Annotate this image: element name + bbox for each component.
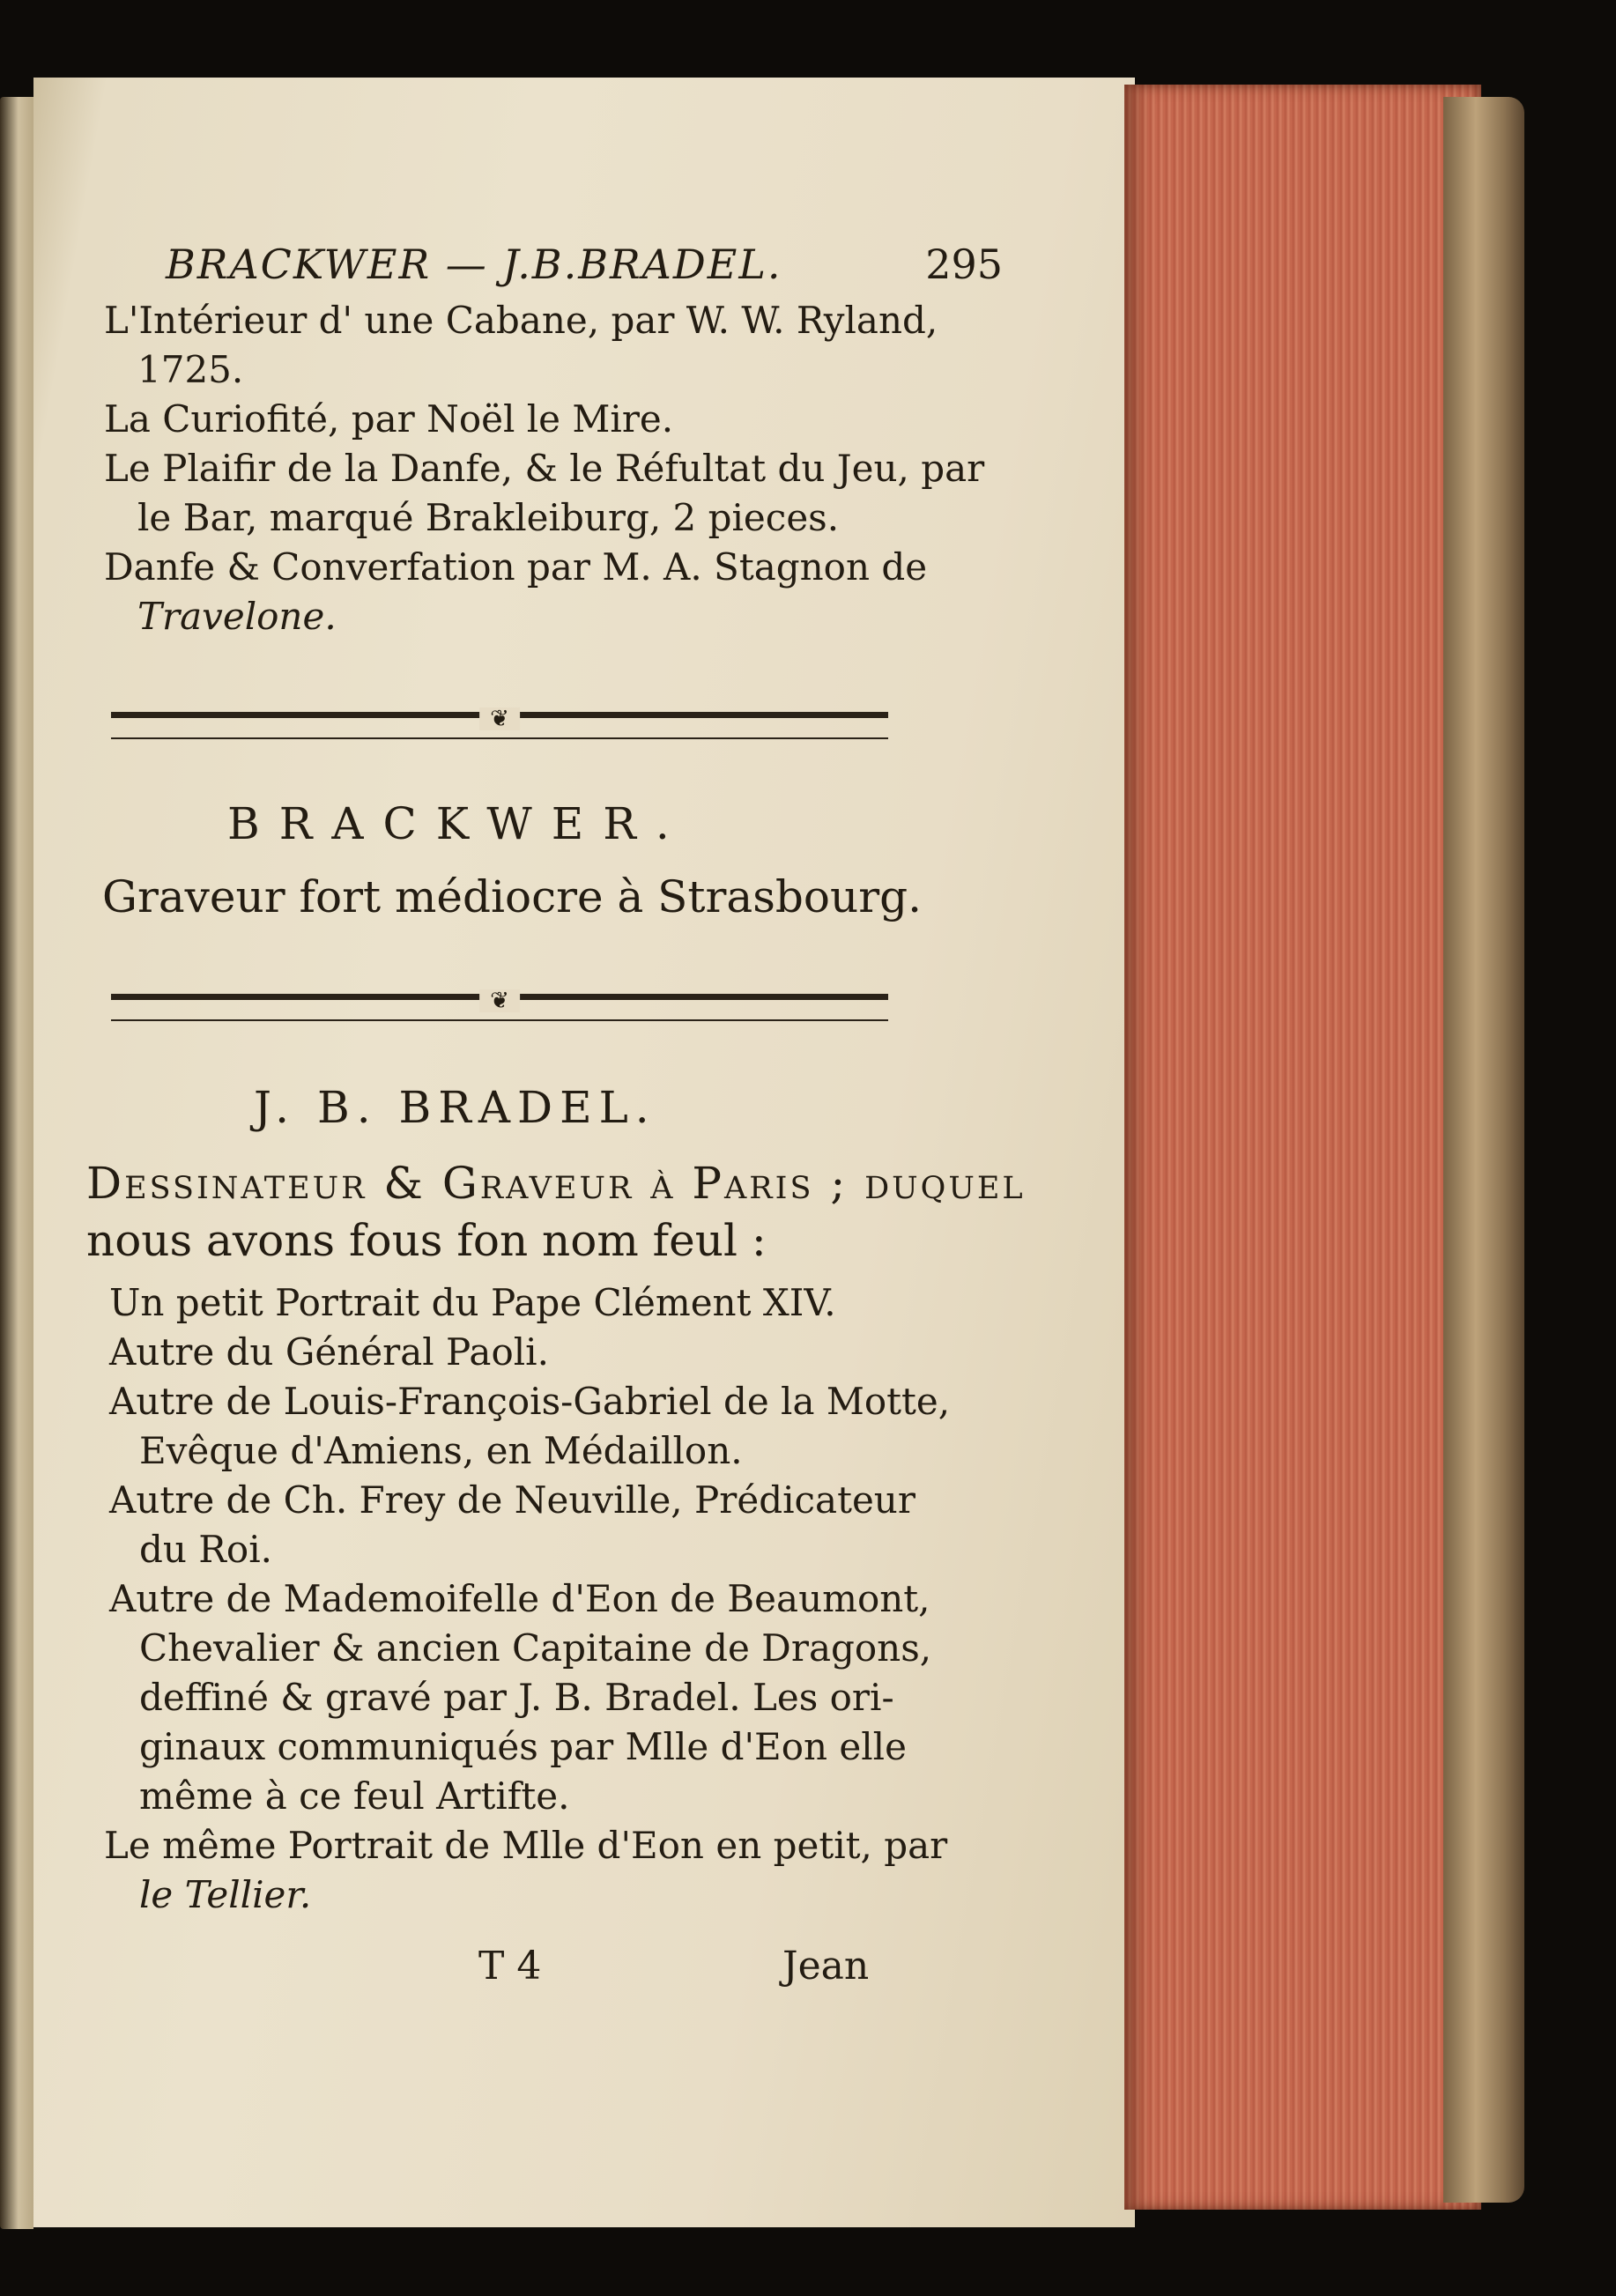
rule-ornament: ❦ <box>479 707 520 730</box>
entry-line: Autre de Louis-François-Gabriel de la Motte, <box>109 1380 951 1423</box>
entry-line: Autre du Général Paoli. <box>109 1330 549 1374</box>
running-head-names: BRACKWER — J.B.BRADEL. <box>166 241 782 288</box>
signature-mark: T 4 <box>478 1944 542 1989</box>
entry-line: Chevalier & ancien Capitaine de Dragons, <box>139 1626 932 1670</box>
entry-line: même à ce feul Artifte. <box>139 1774 570 1818</box>
catchword: Jean <box>782 1944 870 1989</box>
entry-line: Le même Portrait de Mlle d'Eon en petit, par <box>104 1824 948 1867</box>
entry-line: deffiné & gravé par J. B. Bradel. Les ori- <box>139 1676 894 1719</box>
entry-line: 1725. <box>137 348 244 391</box>
section-heading-bradel: J. B. BRADEL. <box>254 1082 656 1133</box>
running-head <box>166 241 1003 288</box>
entry-line: ginaux communiqués par Mlle d'Eon elle <box>139 1725 907 1768</box>
ornamental-rule <box>111 706 888 739</box>
page-number: 295 <box>925 241 1003 288</box>
fore-edge-pages <box>1124 85 1481 2210</box>
entry-line: Un petit Portrait du Pape Clément XIV. <box>109 1281 836 1324</box>
book-cover-edge <box>1443 97 1524 2203</box>
entry-line: La Curiofité, par Noël le Mire. <box>104 397 674 441</box>
section-text-brackwer: Graveur fort médiocre à Strasbourg. <box>102 871 923 922</box>
entry-line: Autre de Ch. Frey de Neuville, Prédicateur <box>109 1478 915 1522</box>
entry-line: le Bar, marqué Brakleiburg, 2 pieces. <box>137 496 840 539</box>
entry-line: Le Plaifir de la Danfe, & le Réfultat du Jeu, par <box>104 447 985 490</box>
section-heading-brackwer: BRACKWER. <box>227 798 689 849</box>
bradel-intro-line: nous avons fous fon nom feul : <box>86 1215 767 1266</box>
rule-ornament: ❦ <box>479 989 520 1012</box>
entry-line: L'Intérieur d' une Cabane, par W. W. Ryland, <box>104 299 938 342</box>
book-page <box>33 78 1135 2227</box>
facing-page-edge <box>0 97 33 2229</box>
entry-line: Travelone. <box>137 595 337 638</box>
entry-line: Evêque d'Amiens, en Médaillon. <box>139 1429 743 1472</box>
entry-line: Danfe & Converfation par M. A. Stagnon de <box>104 545 928 589</box>
bradel-intro-line: Dessinateur & Graveur à Paris ; duquel <box>86 1158 1026 1209</box>
ornamental-rule <box>111 988 888 1021</box>
entry-line: du Roi. <box>139 1528 272 1571</box>
entry-line: Autre de Mademoifelle d'Eon de Beaumont, <box>109 1577 930 1620</box>
entry-line: le Tellier. <box>139 1873 312 1916</box>
